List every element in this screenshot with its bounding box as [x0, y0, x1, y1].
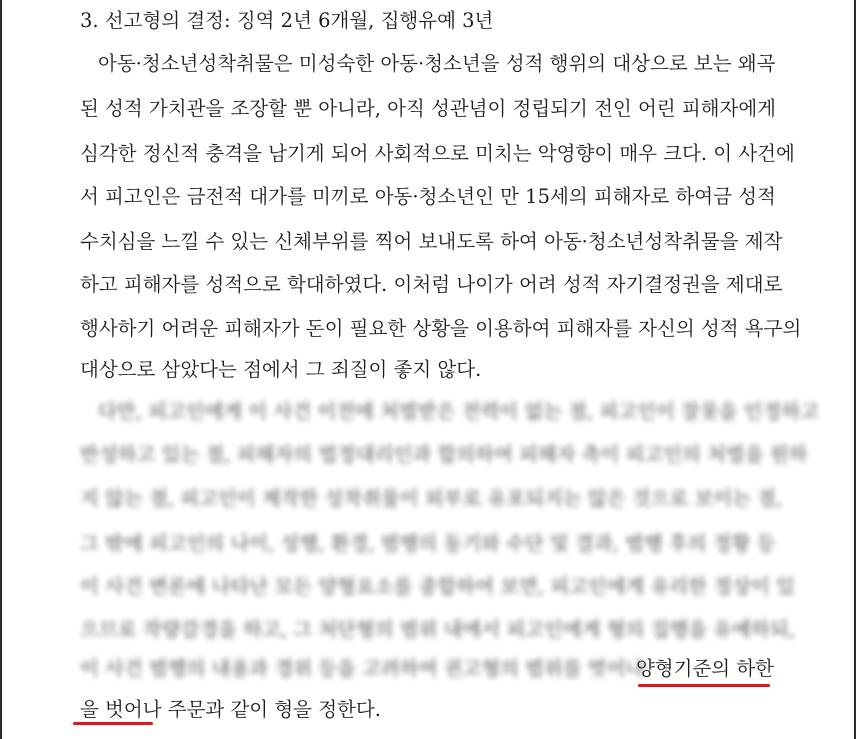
redacted-line: 이 사건 변론에 나타난 모든 양형요소를 종합하여 보면, 피고인에게 유리한 정상이 있 — [80, 575, 795, 598]
highlighted-phrase: 을 벗어나 — [80, 698, 162, 721]
redacted-line: 으므로 작량감경을 하고, 그 처단형의 범위 내에서 피고인에게 형의 집행을 유예하되, — [80, 618, 795, 641]
section-heading: 3. 선고형의 결정: 징역 2년 6개월, 집행유예 3년 — [80, 9, 494, 32]
red-underline — [638, 684, 770, 687]
redacted-line: 다만, 피고인에게 이 사건 이전에 처벌받은 전력이 없는 점, 피고인이 잘못을 인정하고 — [98, 400, 820, 423]
redacted-line: 지 않는 점, 피고인이 제작한 성착취물이 외부로 유포되지는 않은 것으로 보이는 점, — [80, 487, 783, 510]
redacted-line: 그 밖에 피고인의 나이, 성행, 환경, 범행의 동기와 수단 및 결과, 범행 후의 정황 등 — [80, 532, 776, 555]
page-border-left — [0, 0, 2, 739]
final-line-text: 주문과 같이 형을 정한다. — [161, 698, 381, 721]
red-underline — [73, 722, 153, 725]
redacted-line: 반성하고 있는 점, 피해자의 법정대리인과 합의하여 피해자 측이 피고인의 처벌을 원하 — [80, 443, 808, 466]
paragraph-line: 수치심을 느낄 수 있는 신체부위를 찍어 보내도록 하여 아동·청소년성착취물을 제작 — [80, 230, 783, 253]
redacted-line: 이 사건 범행의 내용과 경위 등을 고려하여 권고형의 범위를 벗어나 — [80, 657, 645, 680]
paragraph-line: 아동·청소년성착취물은 미성숙한 아동·청소년을 성적 행위의 대상으로 보는 왜곡 — [98, 52, 776, 75]
paragraph-line: 행사하기 어려운 피해자가 돈이 필요한 상황을 이용하여 피해자를 자신의 성적 욕구의 — [80, 317, 802, 340]
paragraph-line: 하고 피해자를 성적으로 학대하였다. 이처럼 나이가 어려 성적 자기결정권을 제대로 — [80, 273, 783, 296]
paragraph-line: 대상으로 삼았다는 점에서 그 죄질이 좋지 않다. — [80, 358, 482, 381]
partially-redacted-line — [80, 655, 774, 683]
paragraph-line: 심각한 정신적 충격을 남기게 되어 사회적으로 미치는 악영향이 매우 크다. 이 사건에 — [80, 142, 795, 165]
paragraph-line: 서 피고인은 금전적 대가를 미끼로 아동·청소년인 만 15세의 피해자로 하여금 성적 — [80, 185, 776, 208]
final-line — [80, 696, 774, 724]
paragraph-line: 된 성적 가치관을 조장할 뿐 아니라, 아직 성관념이 정립되기 전인 어린 피해자에게 — [80, 97, 777, 120]
highlighted-phrase: 양형기준의 하한 — [635, 657, 774, 680]
